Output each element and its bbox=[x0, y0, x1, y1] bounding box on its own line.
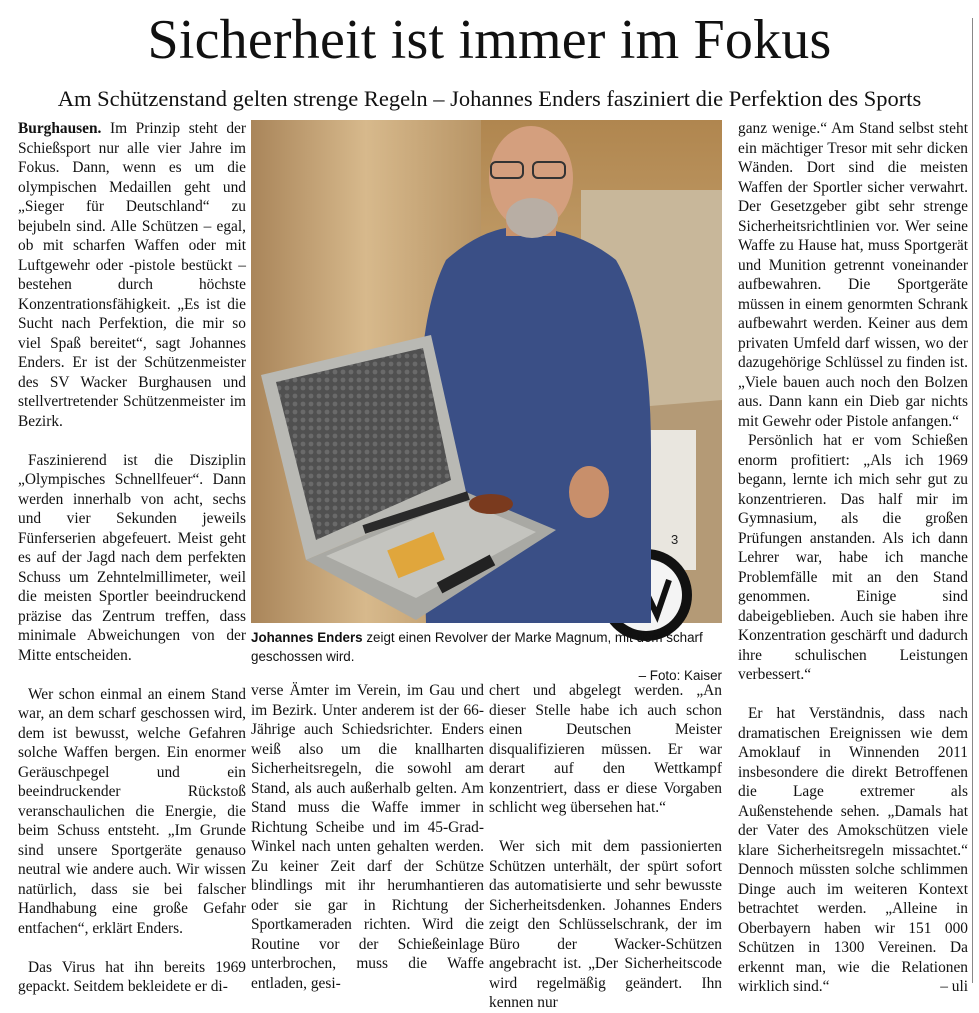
caption-text: zeigt einen Revolver der Marke Magnum, mit dem scharf geschossen wird. bbox=[251, 630, 703, 664]
photo-credit: – Foto: Kaiser bbox=[638, 668, 722, 683]
man-beard bbox=[506, 198, 558, 238]
headline: Sicherheit ist immer im Fokus bbox=[147, 9, 832, 71]
photo-caption bbox=[251, 628, 722, 685]
article-column-4 bbox=[738, 119, 968, 995]
paragraph: chert und abgelegt werden. „An dieser Stelle habe ich auch schon einen Deutschen Meister disqualifizieren müssen. Er war derart auf den Wettkampf konzentriert, dass er diese Vorgaben schlicht weg übersehen hat.“ bbox=[489, 682, 722, 816]
paragraph: verse Ämter im Verein, im Gau und im Bezirk. Unter anderem ist der 66-Jährige auch Schiedsrichter. Enders weiß also um die knallharten Sicherheitsregeln, die sowohl am Stand, als auch außerhalb gelten. Am Stand muss die Waffe immer in Richtung Scheibe und im 45-Grad-Winkel nach unten gehalten werden. Zu keiner Zeit darf der Schütze blindlings mit ihr herumhantieren oder sie gar in Richtung der Sportkameraden richten. Wird die Routine vor der Schießeinlage unterbrochen, muss die Waffe entladen, gesi- bbox=[251, 682, 484, 992]
lead-paragraph bbox=[18, 119, 246, 431]
caption-name: Johannes Enders bbox=[251, 630, 363, 645]
paragraph bbox=[738, 704, 968, 997]
revolver-grip bbox=[469, 494, 513, 514]
paragraph: Wer schon einmal an einem Stand war, an dem scharf geschossen wird, dem ist bewusst, welche Gefahren solche Waffen bergen. Ein enormer Geräuschpegel und ein beeindruckender Rückstoß veranschaulichen die Energie, die beim Schuss entsteht. „Im Grunde sind unsere Sportgeräte genauso neutral wie andere auch. Wir wissen natürlich, dass sie bei falscher Handhabung eine große Gefahr entfachen“, erklärt Enders. bbox=[18, 685, 246, 937]
article-column-1 bbox=[18, 119, 246, 995]
photo-illustration bbox=[251, 120, 722, 623]
article-column-2 bbox=[251, 681, 484, 992]
article-photo bbox=[251, 120, 722, 623]
paragraph: Persönlich hat er vom Schießen enorm profitiert: „Als ich 1969 begann, lernte ich mich sehr gut zu konzentrieren. Das half mir im Gymnasium, als die großen Prüfungen anstanden. Als ich dann Lehrer war, habe ich manche Problemfälle mit an den Stand genommen. Einige sind dabeigeblieben. Auch sie haben ihre Konzentration geschärft und dadurch ihre schulischen Leistungen verbessert.“ bbox=[738, 432, 968, 683]
dateline: Burghausen. bbox=[18, 120, 102, 137]
lane-number: 3 bbox=[671, 532, 679, 547]
article-column-3 bbox=[489, 681, 722, 1011]
paragraph: ganz wenige.“ Am Stand selbst steht ein mächtiger Tresor mit sehr dicken Wänden. Dort sind die meisten Waffen der Sportler sicher verwahrt. Der Gesetzgeber gibt sehr strenge Sicherheitsrichtlinien vor. Wer seine Waffe zu Hause hat, muss Sportgerät und Munition getrennt voneinander aufbewahren. Die Sportgeräte müssen in einem genormten Schrank aufbewahrt werden. Keiner aus dem privaten Umfeld darf wissen, wo der dazugehörige Schlüssel zu finden ist. „Viele bauen auch noch den Bolzen aus. Dann kann ein Dieb gar nichts mit Gewehr oder Pistole anfangen.“ bbox=[738, 120, 968, 430]
subheadline: Am Schützenstand gelten strenge Regeln – Johannes Enders fasziniert die Perfektion des Sports bbox=[57, 86, 922, 111]
paragraph: Faszinierend ist die Disziplin „Olympisches Schnellfeuer“. Dann werden innerhalb von acht, sechs und vier Sekunden jeweils Fünferserien abgefeuert. Meist geht es auf der Jagd nach dem perfekten Schuss um Zehntelmillimeter, weil die meisten Sportler beeindruckend präzise das Zentrum treffen, dass minimale Abweichungen von der Mitte entscheiden. bbox=[18, 451, 246, 664]
paragraph-text: Im Prinzip steht der Schießsport nur alle vier Jahre im Fokus. Dann, wenn es um die olympischen Medaillen geht und „Sieger für Deutschland“ zu bejubeln sind. Alle Schützen – egal, ob mit scharfen Waffen oder mit Luftgewehr oder -pistole bestückt – bestehen durch höchste Konzentrationsfähigkeit. „Es ist die Sucht nach Perfektion, die mir so viel Spaß bereitet“, sagt Johannes Enders. Er ist der Schützenmeister des SV Wacker Burghausen und stellvertretender Schützenmeister im Bezirk. bbox=[18, 120, 246, 430]
paragraph: Das Virus hat ihn bereits 1969 gepackt. Seitdem bekleidete er di- bbox=[18, 958, 246, 995]
column-rule bbox=[972, 18, 973, 983]
paragraph-text: Er hat Verständnis, dass nach dramatischen Ereignissen wie dem Amoklauf in Winnenden 2011 insbesondere die direkt Betroffenen die Lage extremer als Außenstehende sehen. „Damals hat der Vater des Amokschützen viele klare Sicherheitsregeln missachtet.“ Dennoch müssten solche schlimmen Dinge auch im weiteren Kontext betrachtet werden. „Alleine in Oberbayern haben wir 151 000 Schützen in 1300 Vereinen. Da erkennt man, wie die Relationen wirklich sind.“ bbox=[738, 705, 968, 995]
man-hand bbox=[569, 466, 609, 518]
paragraph: Wer sich mit dem passionierten Schützen unterhält, der spürt sofort das automatisierte und sehr bewusste Sicherheitsdenken. Johannes Enders zeigt den Schlüsselschrank, der im Büro der Wacker-Schützen angebracht ist. „Der Sicherheitscode wird regelmäßig geändert. Ihn kennen nur bbox=[489, 838, 722, 1011]
author-byline: – uli bbox=[940, 978, 968, 995]
